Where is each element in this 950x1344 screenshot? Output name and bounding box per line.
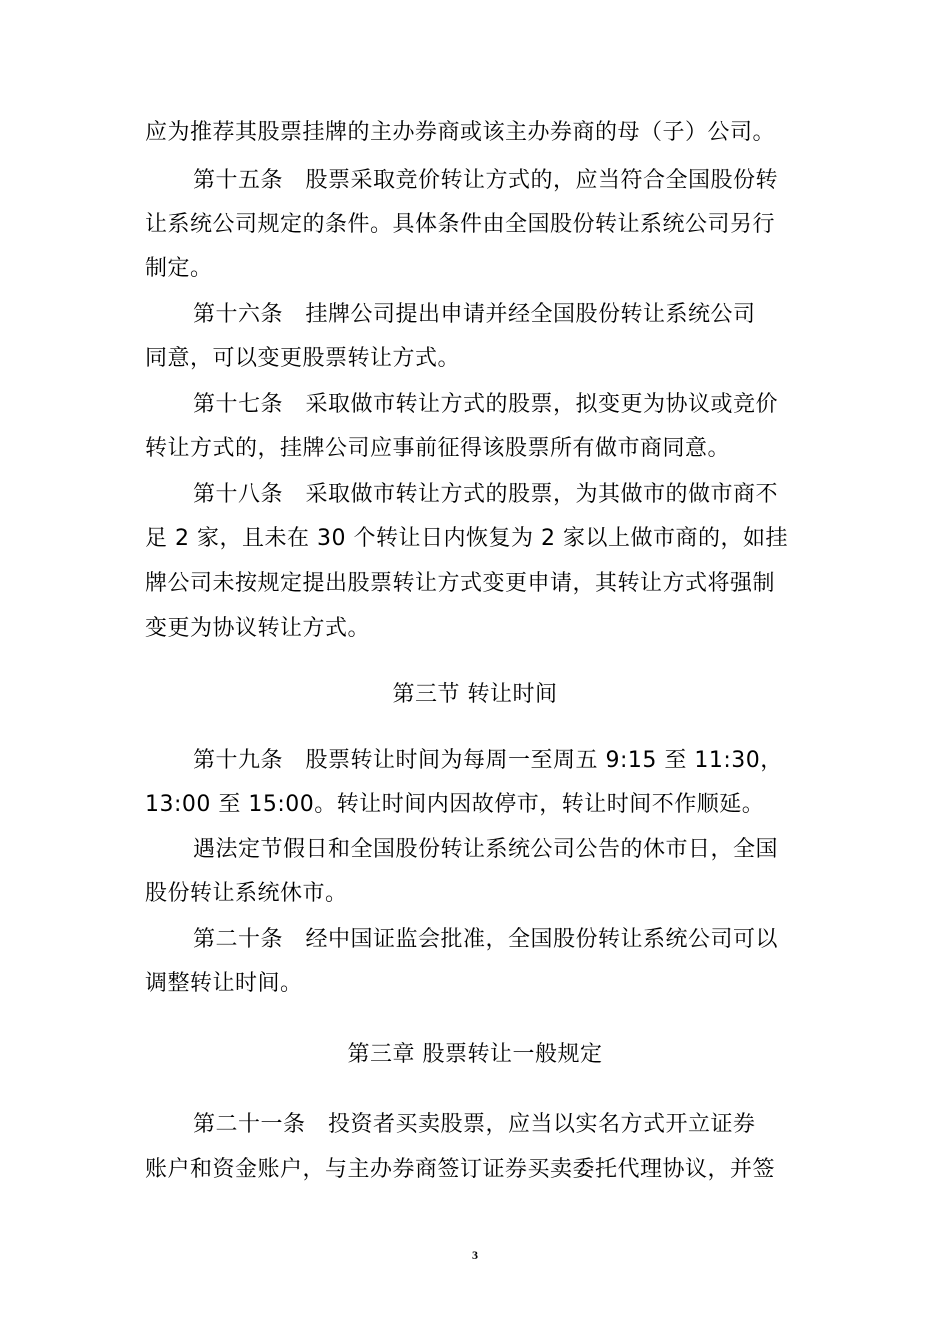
paragraph-line: 股份转让系统休市。 bbox=[145, 881, 348, 906]
paragraph-line: 变更为协议转让方式。 bbox=[145, 616, 371, 641]
paragraph-line: 足 2 家，且未在 30 个转让日内恢复为 2 家以上做市商的，如挂 bbox=[145, 526, 788, 551]
paragraph-line: 制定。 bbox=[145, 256, 213, 281]
paragraph-line: 遇法定节假日和全国股份转让系统公司公告的休市日，全国 bbox=[193, 837, 779, 862]
section-heading: 第三节 转让时间 bbox=[392, 682, 558, 707]
article-15-line: 第十五条 股票采取竞价转让方式的，应当符合全国股份转 bbox=[193, 168, 779, 193]
paragraph-line: 调整转让时间。 bbox=[145, 971, 303, 996]
article-21-line: 第二十一条 投资者买卖股票，应当以实名方式开立证券 bbox=[193, 1112, 756, 1137]
chapter-heading: 第三章 股票转让一般规定 bbox=[347, 1042, 603, 1067]
article-16-line: 第十六条 挂牌公司提出申请并经全国股份转让系统公司 bbox=[193, 302, 756, 327]
paragraph-line: 让系统公司规定的条件。具体条件由全国股份转让系统公司另行 bbox=[145, 212, 776, 237]
paragraph-line: 应为推荐其股票挂牌的主办券商或该主办券商的母（子）公司。 bbox=[145, 120, 776, 145]
article-18-line: 第十八条 采取做市转让方式的股票，为其做市的做市商不 bbox=[193, 482, 779, 507]
article-20-line: 第二十条 经中国证监会批准，全国股份转让系统公司可以 bbox=[193, 927, 779, 952]
paragraph-line: 13:00 至 15:00。转让时间内因故停市，转让时间不作顺延。 bbox=[145, 792, 765, 817]
paragraph-line: 同意，可以变更股票转让方式。 bbox=[145, 346, 461, 371]
article-19-line: 第十九条 股票转让时间为每周一至周五 9:15 至 11:30， bbox=[193, 748, 783, 773]
paragraph-line: 牌公司未按规定提出股票转让方式变更申请，其转让方式将强制 bbox=[145, 571, 776, 596]
article-17-line: 第十七条 采取做市转让方式的股票，拟变更为协议或竞价 bbox=[193, 392, 779, 417]
paragraph-line: 账户和资金账户，与主办券商签订证券买卖委托代理协议，并签 bbox=[145, 1157, 776, 1182]
paragraph-line: 转让方式的，挂牌公司应事前征得该股票所有做市商同意。 bbox=[145, 436, 731, 461]
page-number: 3 bbox=[472, 1248, 478, 1262]
